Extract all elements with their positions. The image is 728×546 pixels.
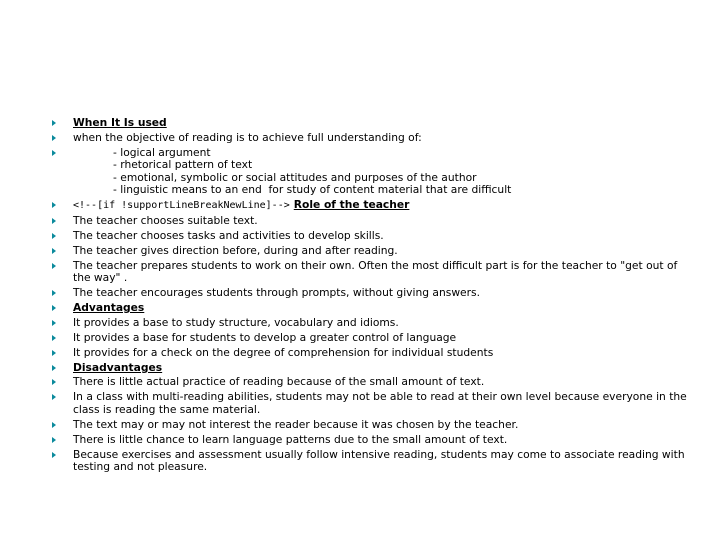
item-text: The text may or may not interest the reader because it was chosen by the teacher.: [73, 417, 519, 431]
item-text: The teacher encourages students through prompts, without giving answers.: [73, 286, 480, 300]
item-text: There is little actual practice of reading because of the small amount of text.: [73, 375, 485, 389]
bullet-arrow-icon: [52, 379, 56, 385]
bullet-arrow-icon: [52, 394, 56, 400]
bullet-arrow-icon: [52, 233, 56, 239]
list-item: [52, 449, 692, 474]
list-item: [52, 317, 692, 330]
item-text: In a class with multi-reading abilities, students may not be able to read at their own level because everyone in the class is reading the same material.: [73, 390, 687, 416]
heading-disadvantages: Disadvantages: [73, 360, 163, 374]
item-text: Because exercises and assessment usually follow intensive reading, students may come to associate reading with testing and not pleasure.: [73, 447, 685, 474]
list-item: [52, 419, 692, 432]
bullet-arrow-icon: [52, 248, 56, 254]
list-item-sub-points: [52, 147, 692, 197]
list-item: [52, 434, 692, 447]
list-item: [52, 391, 692, 416]
list-item: [52, 332, 692, 345]
item-text: The teacher prepares students to work on their own. Often the most difficult part is for the teacher to "get out of the way" .: [73, 258, 678, 285]
bullet-arrow-icon: [52, 437, 56, 443]
item-text: The teacher chooses suitable text.: [73, 214, 258, 228]
heading-when-it-is-used: When It Is used: [73, 116, 167, 129]
list-item: [52, 376, 692, 389]
list-item-role-of-teacher: [52, 199, 692, 213]
bullet-arrow-icon: [52, 202, 56, 208]
bullet-arrow-icon: [52, 120, 56, 126]
item-text: The teacher chooses tasks and activities to develop skills.: [73, 228, 384, 242]
item-text: It provides for a check on the degree of comprehension for individual students: [73, 345, 494, 359]
item-text: when the objective of reading is to achieve full understanding of:: [73, 130, 422, 144]
item-text: It provides a base to study structure, vocabulary and idioms.: [73, 315, 399, 329]
list-item-advantages: [52, 302, 692, 315]
bullet-arrow-icon: [52, 335, 56, 341]
list-item: [52, 132, 692, 145]
sub-point: - linguistic means to an end for study of content material that are difficult: [113, 183, 512, 197]
bullet-arrow-icon: [52, 422, 56, 428]
list-item: [52, 230, 692, 243]
list-item-disadvantages: [52, 362, 692, 375]
bullet-list: [52, 117, 692, 476]
markup-comment-text: <!--[if !supportLineBreakNewLine]-->: [73, 200, 290, 212]
heading-role-of-the-teacher: Role of the teacher: [293, 198, 410, 212]
bullet-arrow-icon: [52, 263, 56, 269]
bullet-arrow-icon: [52, 365, 56, 371]
item-text: There is little chance to learn language patterns due to the small amount of text.: [73, 432, 508, 446]
sub-point: - emotional, symbolic or social attitudes and purposes of the author: [113, 170, 477, 184]
item-text: It provides a base for students to develop a greater control of language: [73, 330, 457, 344]
list-item: [52, 245, 692, 258]
item-text: The teacher gives direction before, during and after reading.: [73, 243, 398, 257]
list-item-when-it-is-used: [52, 117, 692, 130]
bullet-arrow-icon: [52, 452, 56, 458]
bullet-arrow-icon: [52, 218, 56, 224]
sub-point: - logical argument: [113, 145, 211, 159]
list-item: [52, 260, 692, 285]
bullet-arrow-icon: [52, 305, 56, 311]
bullet-arrow-icon: [52, 135, 56, 141]
bullet-arrow-icon: [52, 290, 56, 296]
bullet-arrow-icon: [52, 320, 56, 326]
heading-advantages: Advantages: [73, 301, 145, 315]
sub-point: - rhetorical pattern of text: [113, 158, 253, 172]
list-item: [52, 215, 692, 228]
list-item: [52, 347, 692, 360]
bullet-arrow-icon: [52, 150, 56, 156]
list-item: [52, 287, 692, 300]
bullet-arrow-icon: [52, 350, 56, 356]
